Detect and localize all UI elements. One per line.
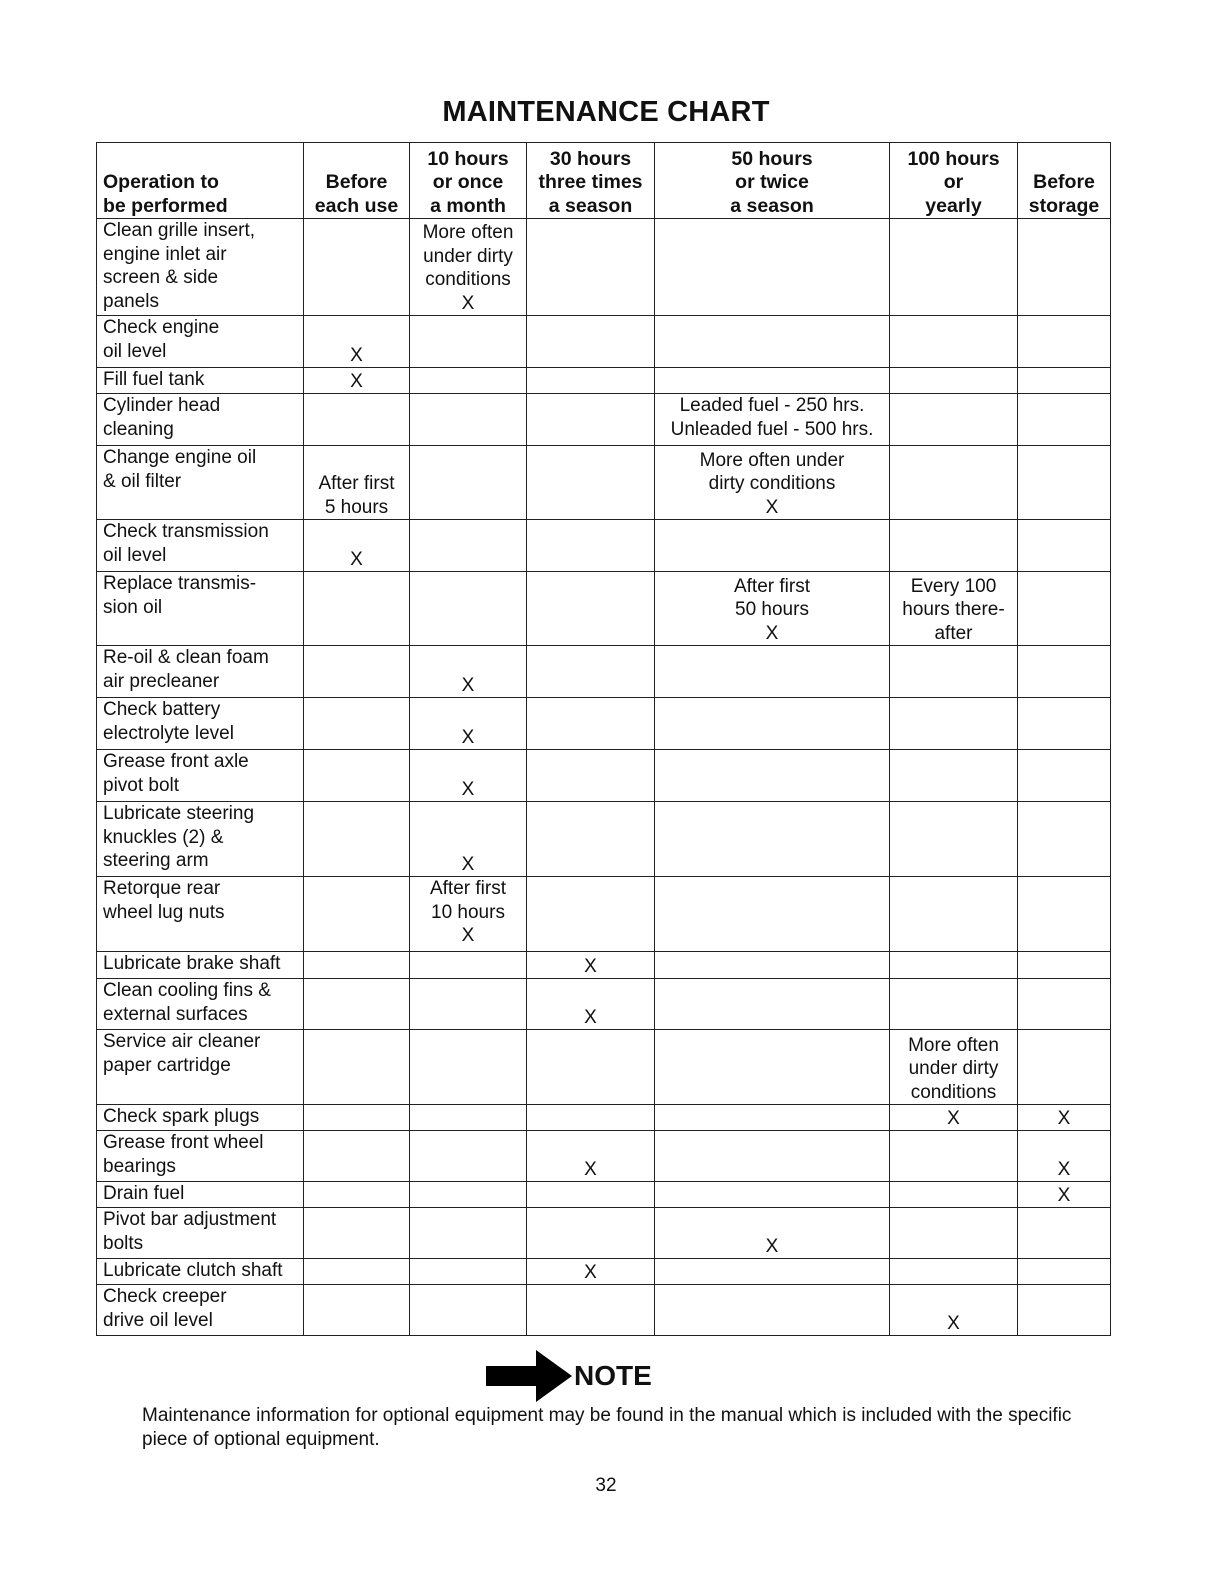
cell-50-hours bbox=[655, 1131, 890, 1182]
cell-50-hours: X bbox=[655, 1208, 890, 1259]
table-row bbox=[97, 1285, 1111, 1336]
table-row bbox=[97, 520, 1111, 572]
cell-operation: Replace transmis- sion oil bbox=[97, 572, 304, 646]
table-row bbox=[97, 1105, 1111, 1131]
cell-operation: Clean grille insert, engine inlet air screen & side panels bbox=[97, 219, 304, 316]
cell-before-each-use bbox=[304, 750, 410, 802]
cell-30-hours bbox=[527, 1105, 655, 1131]
cell-before-storage bbox=[1018, 952, 1111, 979]
cell-100-hours bbox=[890, 394, 1018, 446]
cell-before-storage bbox=[1018, 802, 1111, 877]
table-row bbox=[97, 698, 1111, 750]
cell-operation: Grease front axle pivot bolt bbox=[97, 750, 304, 802]
cell-before-storage bbox=[1018, 219, 1111, 316]
cell-before-each-use bbox=[304, 1131, 410, 1182]
header-50-hours: 50 hours or twice a season bbox=[655, 143, 890, 219]
note-callout bbox=[486, 1350, 652, 1402]
cell-100-hours bbox=[890, 952, 1018, 979]
header-10-hours: 10 hours or once a month bbox=[410, 143, 527, 219]
cell-30-hours bbox=[527, 316, 655, 368]
table-row bbox=[97, 394, 1111, 446]
cell-30-hours bbox=[527, 646, 655, 698]
cell-10-hours: X bbox=[410, 698, 527, 750]
cell-10-hours: X bbox=[410, 750, 527, 802]
cell-operation: Check transmission oil level bbox=[97, 520, 304, 572]
cell-100-hours bbox=[890, 219, 1018, 316]
cell-50-hours bbox=[655, 368, 890, 394]
cell-100-hours bbox=[890, 446, 1018, 520]
cell-100-hours bbox=[890, 368, 1018, 394]
cell-50-hours: After first 50 hours X bbox=[655, 572, 890, 646]
cell-100-hours bbox=[890, 877, 1018, 952]
cell-30-hours: X bbox=[527, 979, 655, 1030]
table-row bbox=[97, 219, 1111, 316]
table-row bbox=[97, 316, 1111, 368]
cell-30-hours bbox=[527, 368, 655, 394]
cell-operation: Cylinder head cleaning bbox=[97, 394, 304, 446]
page-title: MAINTENANCE CHART bbox=[442, 96, 770, 128]
cell-10-hours bbox=[410, 1030, 527, 1105]
cell-30-hours bbox=[527, 219, 655, 316]
cell-before-storage bbox=[1018, 877, 1111, 952]
cell-30-hours bbox=[527, 1030, 655, 1105]
cell-100-hours: X bbox=[890, 1285, 1018, 1336]
cell-10-hours bbox=[410, 520, 527, 572]
cell-100-hours bbox=[890, 802, 1018, 877]
cell-before-each-use bbox=[304, 646, 410, 698]
cell-before-storage bbox=[1018, 572, 1111, 646]
cell-50-hours bbox=[655, 520, 890, 572]
cell-before-storage bbox=[1018, 750, 1111, 802]
cell-10-hours bbox=[410, 952, 527, 979]
cell-50-hours bbox=[655, 698, 890, 750]
cell-before-each-use bbox=[304, 802, 410, 877]
cell-100-hours bbox=[890, 520, 1018, 572]
cell-before-storage: X bbox=[1018, 1105, 1111, 1131]
cell-50-hours bbox=[655, 750, 890, 802]
cell-100-hours: Every 100 hours there- after bbox=[890, 572, 1018, 646]
cell-operation: Retorque rear wheel lug nuts bbox=[97, 877, 304, 952]
cell-operation: Lubricate steering knuckles (2) & steering arm bbox=[97, 802, 304, 877]
table-row bbox=[97, 1259, 1111, 1285]
cell-before-each-use bbox=[304, 1285, 410, 1336]
cell-operation: Check creeper drive oil level bbox=[97, 1285, 304, 1336]
table-row bbox=[97, 802, 1111, 877]
cell-10-hours bbox=[410, 1182, 527, 1208]
cell-before-each-use bbox=[304, 1259, 410, 1285]
cell-30-hours bbox=[527, 802, 655, 877]
cell-operation: Check battery electrolyte level bbox=[97, 698, 304, 750]
cell-before-storage: X bbox=[1018, 1131, 1111, 1182]
note-text: Maintenance information for optional equipment may be found in the manual which is included with the specific piece of optional equipment. bbox=[142, 1405, 1072, 1450]
table-row bbox=[97, 368, 1111, 394]
cell-50-hours bbox=[655, 952, 890, 979]
cell-operation: Check engine oil level bbox=[97, 316, 304, 368]
cell-before-storage bbox=[1018, 394, 1111, 446]
cell-100-hours bbox=[890, 1208, 1018, 1259]
cell-10-hours bbox=[410, 1208, 527, 1259]
cell-50-hours bbox=[655, 1259, 890, 1285]
cell-operation: Grease front wheel bearings bbox=[97, 1131, 304, 1182]
cell-50-hours bbox=[655, 1105, 890, 1131]
table-row bbox=[97, 1182, 1111, 1208]
cell-10-hours bbox=[410, 572, 527, 646]
cell-before-each-use bbox=[304, 572, 410, 646]
cell-50-hours bbox=[655, 802, 890, 877]
table-row bbox=[97, 1131, 1111, 1182]
cell-before-each-use bbox=[304, 219, 410, 316]
cell-before-each-use bbox=[304, 979, 410, 1030]
cell-30-hours bbox=[527, 520, 655, 572]
cell-30-hours: X bbox=[527, 1131, 655, 1182]
cell-before-storage bbox=[1018, 446, 1111, 520]
cell-10-hours bbox=[410, 394, 527, 446]
cell-before-each-use: X bbox=[304, 316, 410, 368]
cell-before-storage bbox=[1018, 316, 1111, 368]
cell-100-hours bbox=[890, 1131, 1018, 1182]
cell-30-hours bbox=[527, 698, 655, 750]
cell-operation: Lubricate brake shaft bbox=[97, 952, 304, 979]
cell-100-hours bbox=[890, 646, 1018, 698]
cell-before-each-use bbox=[304, 698, 410, 750]
maintenance-chart bbox=[96, 142, 1111, 1336]
table-row bbox=[97, 646, 1111, 698]
cell-10-hours: X bbox=[410, 646, 527, 698]
cell-before-storage bbox=[1018, 698, 1111, 750]
cell-before-storage bbox=[1018, 1030, 1111, 1105]
cell-before-storage bbox=[1018, 646, 1111, 698]
table-row bbox=[97, 952, 1111, 979]
cell-before-each-use bbox=[304, 1182, 410, 1208]
cell-before-each-use: X bbox=[304, 368, 410, 394]
cell-10-hours: After first 10 hours X bbox=[410, 877, 527, 952]
cell-50-hours: More often under dirty conditions X bbox=[655, 446, 890, 520]
cell-before-storage bbox=[1018, 368, 1111, 394]
cell-100-hours bbox=[890, 979, 1018, 1030]
header-row bbox=[97, 143, 1111, 219]
cell-before-each-use bbox=[304, 877, 410, 952]
cell-before-each-use bbox=[304, 1105, 410, 1131]
cell-before-each-use bbox=[304, 394, 410, 446]
cell-10-hours bbox=[410, 316, 527, 368]
cell-operation: Pivot bar adjustment bolts bbox=[97, 1208, 304, 1259]
cell-100-hours bbox=[890, 1259, 1018, 1285]
cell-30-hours bbox=[527, 877, 655, 952]
cell-100-hours bbox=[890, 698, 1018, 750]
cell-30-hours bbox=[527, 572, 655, 646]
cell-100-hours: More often under dirty conditions bbox=[890, 1030, 1018, 1105]
table-row bbox=[97, 979, 1111, 1030]
cell-before-storage bbox=[1018, 979, 1111, 1030]
header-30-hours: 30 hours three times a season bbox=[527, 143, 655, 219]
cell-50-hours: Leaded fuel - 250 hrs. Unleaded fuel - 500 hrs. bbox=[655, 394, 890, 446]
cell-30-hours bbox=[527, 394, 655, 446]
cell-10-hours bbox=[410, 979, 527, 1030]
cell-50-hours bbox=[655, 219, 890, 316]
cell-50-hours bbox=[655, 1030, 890, 1105]
cell-operation: Clean cooling fins & external surfaces bbox=[97, 979, 304, 1030]
cell-before-each-use: X bbox=[304, 520, 410, 572]
cell-100-hours bbox=[890, 316, 1018, 368]
cell-operation: Check spark plugs bbox=[97, 1105, 304, 1131]
cell-before-storage bbox=[1018, 1285, 1111, 1336]
cell-operation: Change engine oil & oil filter bbox=[97, 446, 304, 520]
cell-operation: Re-oil & clean foam air precleaner bbox=[97, 646, 304, 698]
cell-before-storage: X bbox=[1018, 1182, 1111, 1208]
note-label: NOTE bbox=[574, 1360, 652, 1391]
header-operation: Operation to be performed bbox=[97, 143, 304, 219]
cell-30-hours bbox=[527, 1208, 655, 1259]
cell-50-hours bbox=[655, 1182, 890, 1208]
cell-10-hours: More often under dirty conditions X bbox=[410, 219, 527, 316]
cell-30-hours bbox=[527, 1285, 655, 1336]
cell-50-hours bbox=[655, 646, 890, 698]
cell-10-hours bbox=[410, 1259, 527, 1285]
cell-before-each-use bbox=[304, 1030, 410, 1105]
table-row bbox=[97, 572, 1111, 646]
cell-50-hours bbox=[655, 877, 890, 952]
cell-30-hours: X bbox=[527, 1259, 655, 1285]
cell-operation: Lubricate clutch shaft bbox=[97, 1259, 304, 1285]
header-before-storage: Before storage bbox=[1018, 143, 1111, 219]
cell-10-hours bbox=[410, 368, 527, 394]
table-row bbox=[97, 750, 1111, 802]
cell-30-hours bbox=[527, 1182, 655, 1208]
table-row bbox=[97, 1030, 1111, 1105]
cell-10-hours: X bbox=[410, 802, 527, 877]
cell-before-each-use bbox=[304, 1208, 410, 1259]
cell-before-each-use bbox=[304, 952, 410, 979]
cell-100-hours bbox=[890, 1182, 1018, 1208]
cell-10-hours bbox=[410, 1105, 527, 1131]
cell-before-each-use: After first 5 hours bbox=[304, 446, 410, 520]
cell-before-storage bbox=[1018, 1208, 1111, 1259]
cell-50-hours bbox=[655, 979, 890, 1030]
cell-30-hours bbox=[527, 446, 655, 520]
cell-10-hours bbox=[410, 1131, 527, 1182]
cell-operation: Fill fuel tank bbox=[97, 368, 304, 394]
arrow-right-icon bbox=[486, 1350, 572, 1402]
cell-before-storage bbox=[1018, 520, 1111, 572]
header-before-each-use: Before each use bbox=[304, 143, 410, 219]
cell-50-hours bbox=[655, 1285, 890, 1336]
header-100-hours: 100 hours or yearly bbox=[890, 143, 1018, 219]
cell-100-hours bbox=[890, 750, 1018, 802]
cell-100-hours: X bbox=[890, 1105, 1018, 1131]
cell-50-hours bbox=[655, 316, 890, 368]
cell-operation: Service air cleaner paper cartridge bbox=[97, 1030, 304, 1105]
cell-10-hours bbox=[410, 1285, 527, 1336]
table-row bbox=[97, 1208, 1111, 1259]
table-row bbox=[97, 446, 1111, 520]
table-row bbox=[97, 877, 1111, 952]
cell-30-hours: X bbox=[527, 952, 655, 979]
cell-10-hours bbox=[410, 446, 527, 520]
cell-before-storage bbox=[1018, 1259, 1111, 1285]
page-number: 32 bbox=[595, 1475, 617, 1496]
cell-30-hours bbox=[527, 750, 655, 802]
cell-operation: Drain fuel bbox=[97, 1182, 304, 1208]
